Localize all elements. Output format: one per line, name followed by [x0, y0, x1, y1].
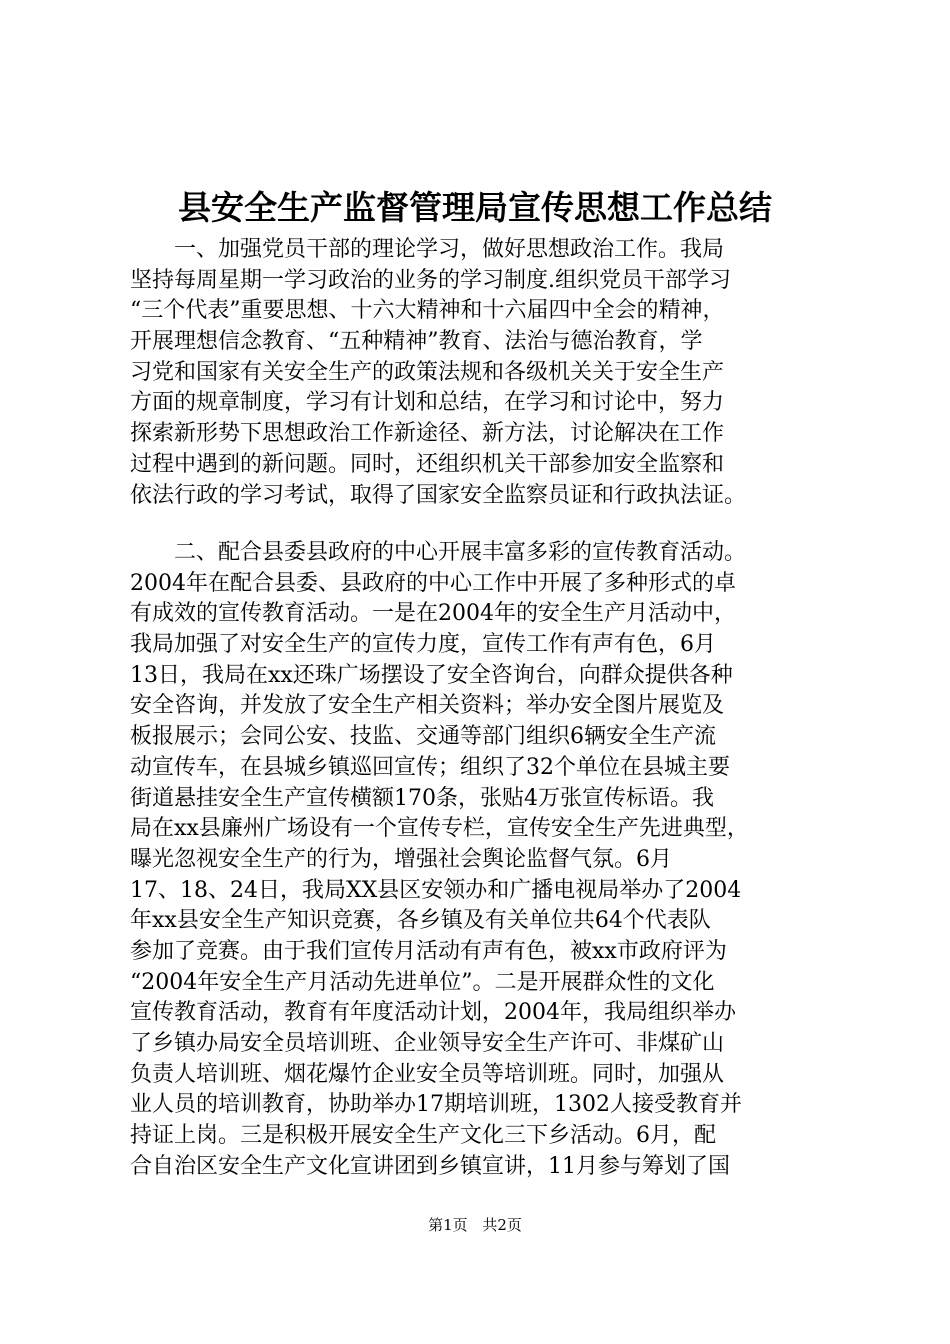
- paragraph-line: 习党和国家有关安全生产的政策法规和各级机关关于安全生产: [130, 359, 725, 385]
- paragraph-line: 持证上岗。三是积极开展安全生产文化三下乡活动。6月，配: [130, 1123, 716, 1149]
- paragraph-1: [130, 235, 842, 511]
- paragraph-line: 我局加强了对安全生产的宣传力度，宣传工作有声有色，6月: [130, 632, 716, 658]
- paragraph-line: 动宣传车，在县城乡镇巡回宣传；组织了32个单位在县城主要: [130, 754, 730, 780]
- paragraph-line: 一、加强党员干部的理论学习，做好思想政治工作。我局: [130, 237, 725, 262]
- paragraph-line: 了乡镇办局安全员培训班、企业领导安全生产许可、非煤矿山: [130, 1031, 725, 1056]
- paragraph-line: 合自治区安全生产文化宣讲团到乡镇宣讲，11月参与筹划了国: [130, 1153, 730, 1179]
- paragraph-2: [130, 538, 842, 1182]
- page-footer: [0, 1214, 950, 1236]
- paragraph-line: “2004年安全生产月活动先进单位”。二是开展群众性的文化: [130, 969, 715, 995]
- paragraph-line: 宣传教育活动，教育有年度活动计划，2004年，我局组织举办: [130, 1000, 736, 1026]
- paragraph-line: 13日，我局在xx还珠广场摆设了安全咨询台，向群众提供各种: [130, 662, 733, 688]
- paragraph-line: 板报展示；会同公安、技监、交通等部门组织6辆安全生产流: [130, 724, 716, 750]
- paragraph-line: 业人员的培训教育，协助举办17期培训班，1302人接受教育并: [130, 1092, 742, 1118]
- paragraph-line: 开展理想信念教育、“五种精神”教育、法治与德治教育，学: [130, 329, 703, 355]
- paragraph-line: “三个代表”重要思想、十六大精神和十六届四中全会的精神，: [130, 298, 725, 324]
- document-title: 县安全生产监督管理局宣传思想工作总结: [178, 188, 772, 227]
- paragraph-line: 安全咨询，并发放了安全生产相关资料；举办安全图片展览及: [130, 693, 725, 719]
- paragraph-line: 街道悬挂安全生产宣传横额170条，张贴4万张宣传标语。我: [130, 785, 714, 811]
- paragraph-line: 负责人培训班、烟花爆竹企业安全员等培训班。同时，加强从: [130, 1061, 725, 1087]
- paragraph-line: 依法行政的学习考试，取得了国家安全监察员证和行政执法证。: [130, 482, 747, 508]
- paragraph-line: 有成效的宣传教育活动。一是在2004年的安全生产月活动中，: [130, 601, 736, 627]
- paragraph-line: 方面的规章制度，学习有计划和总结，在学习和讨论中，努力: [130, 390, 725, 416]
- page-total: 共2页: [482, 1216, 522, 1234]
- paragraph-line: 参加了竞赛。由于我们宣传月活动有声有色，被xx市政府评为: [130, 938, 727, 964]
- page-number: 第1页: [428, 1216, 468, 1234]
- paragraph-line: 17、18、24日，我局XX县区安领办和广播电视局举办了2004: [130, 877, 742, 903]
- paragraph-line: 局在xx县廉州广场设有一个宣传专栏，宣传安全生产先进典型，: [130, 816, 749, 842]
- paragraph-line: 二、配合县委县政府的中心开展丰富多彩的宣传教育活动。: [130, 540, 747, 565]
- paragraph-line: 过程中遇到的新问题。同时，还组织机关干部参加安全监察和: [130, 451, 725, 477]
- paragraph-line: 坚持每周星期一学习政治的业务的学习制度.组织党员干部学习: [130, 267, 731, 293]
- paragraph-line: 2004年在配合县委、县政府的中心工作中开展了多种形式的卓: [130, 570, 736, 596]
- paragraph-line: 年xx县安全生产知识竞赛，各乡镇及有关单位共64个代表队: [130, 908, 711, 934]
- paragraph-line: 探索新形势下思想政治工作新途径、新方法，讨论解决在工作: [130, 421, 725, 447]
- paragraph-line: 曝光忽视安全生产的行为，增强社会舆论监督气氛。6月: [130, 846, 672, 872]
